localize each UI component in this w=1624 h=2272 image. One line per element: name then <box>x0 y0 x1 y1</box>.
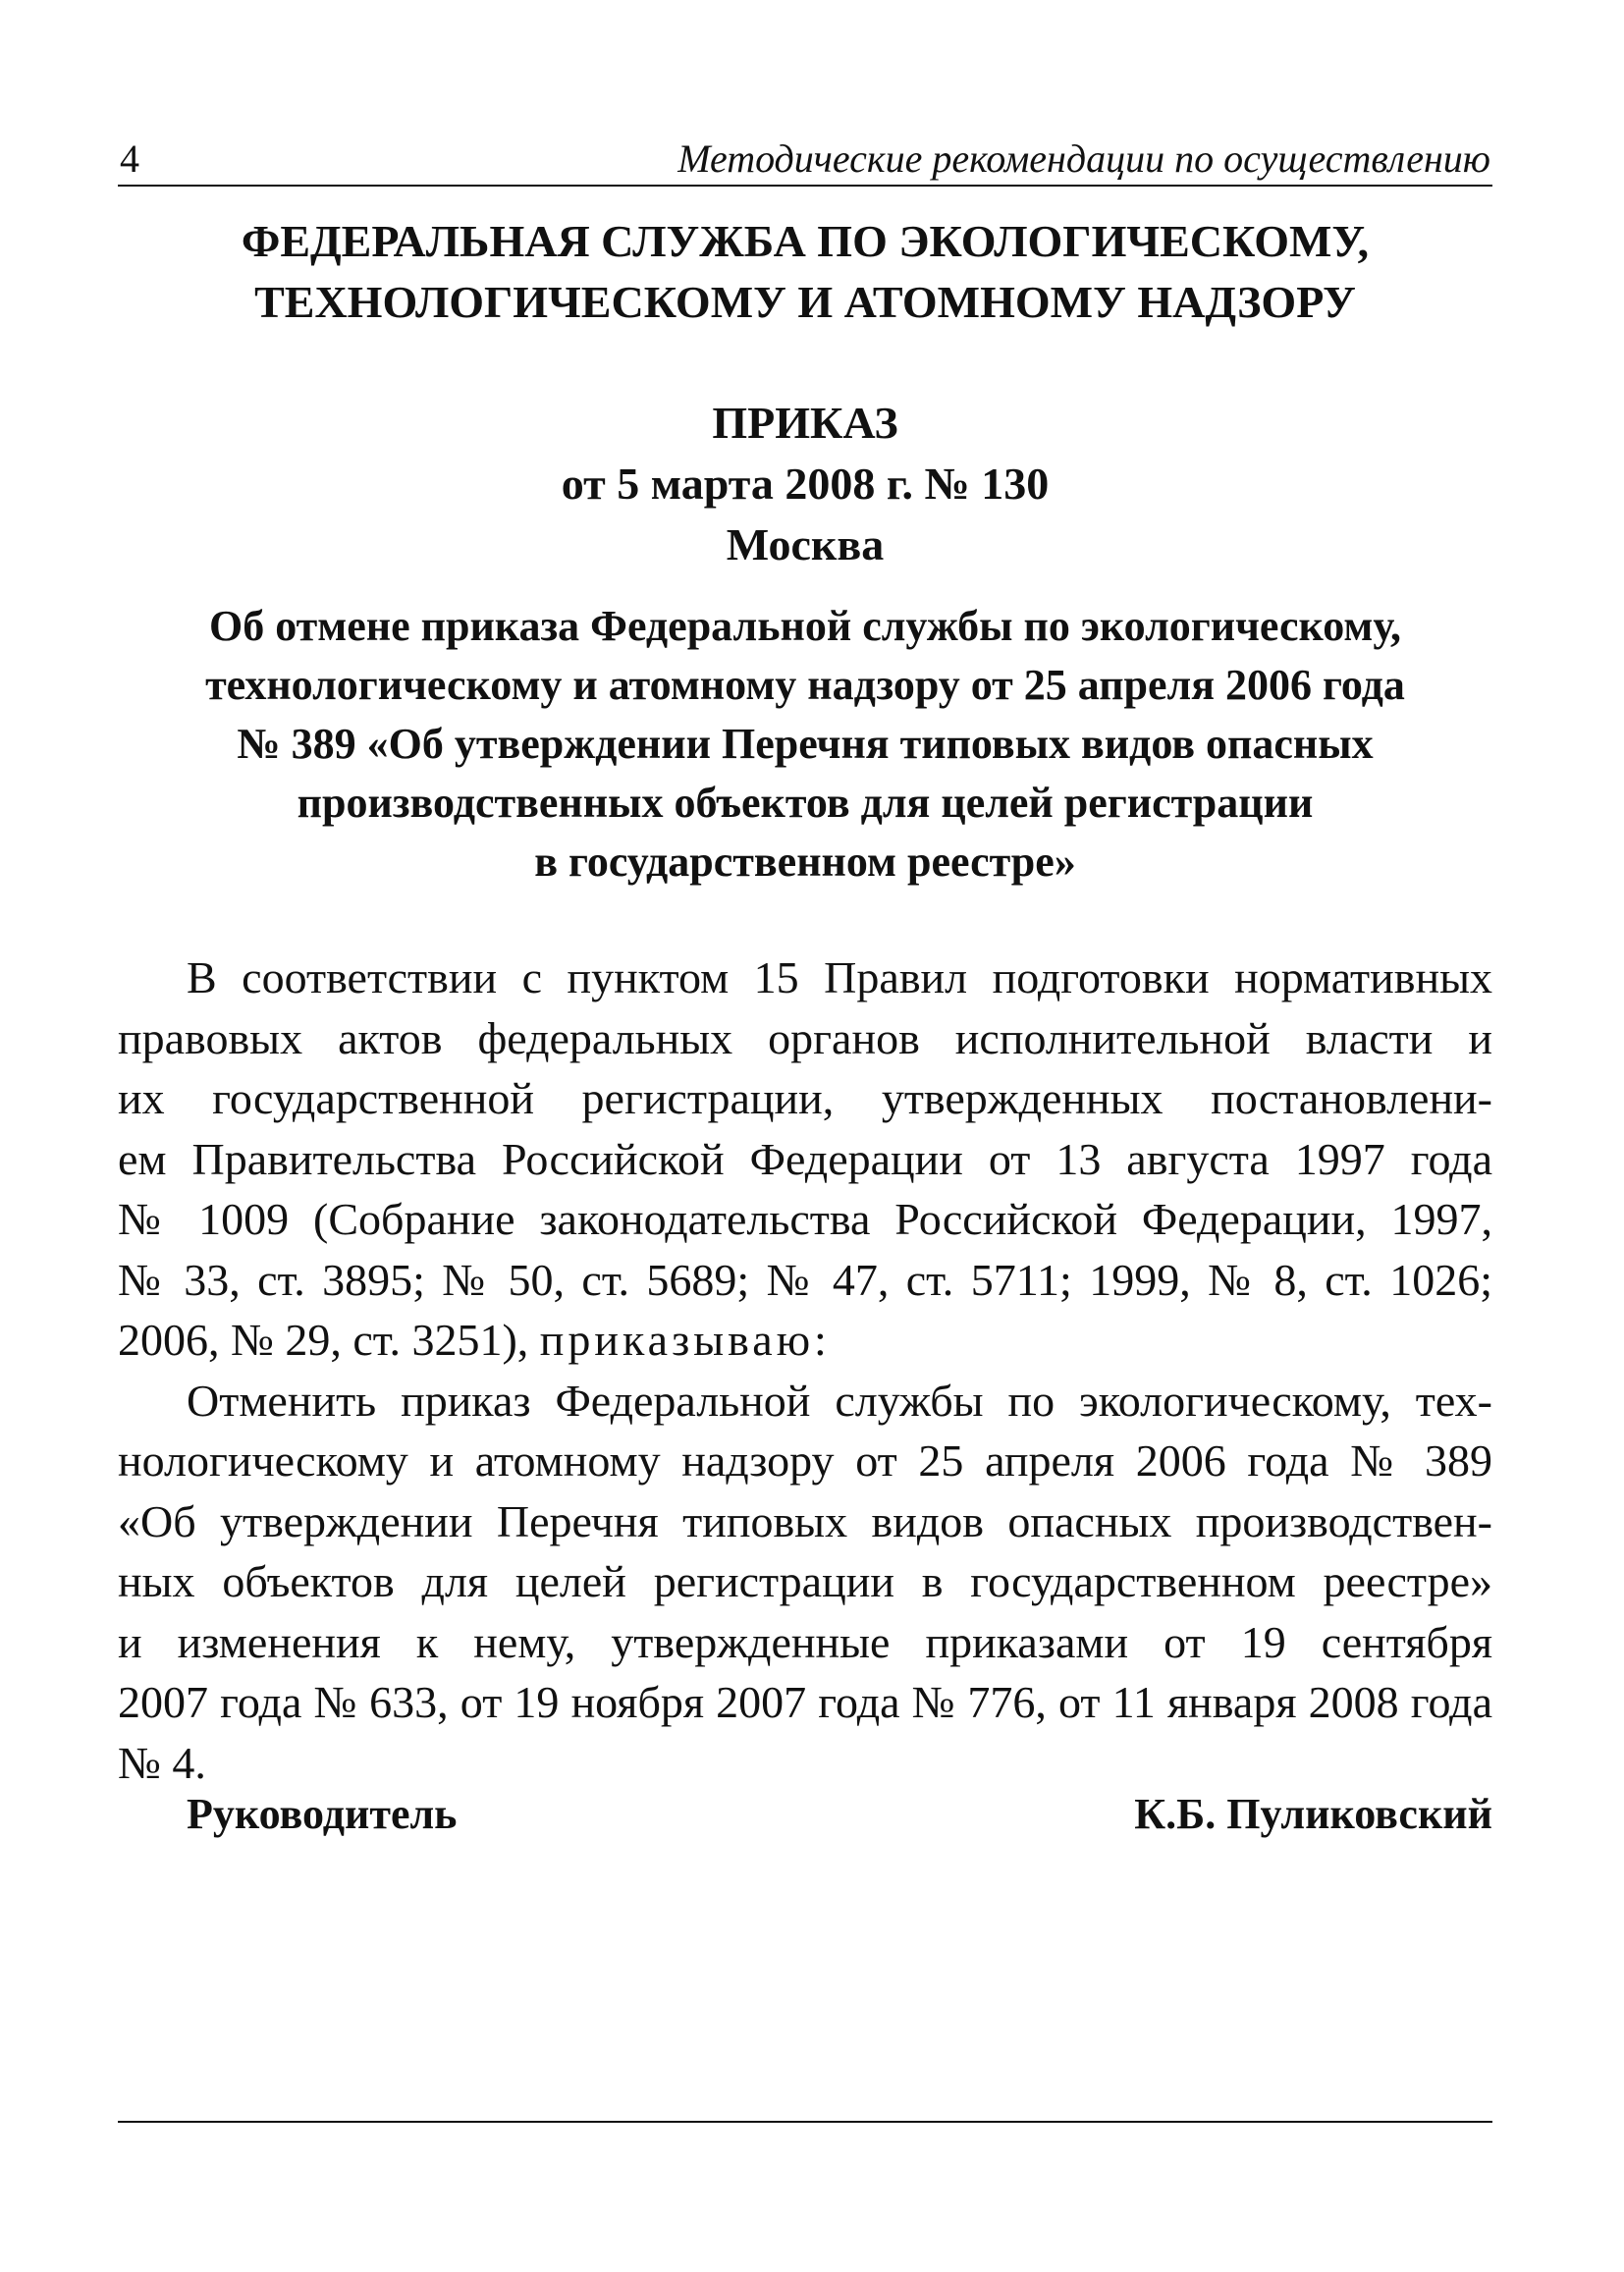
preamble-paragraph <box>118 947 1492 1371</box>
text-line: правовых актов федеральных органов исполнительной власти и <box>118 1012 1492 1063</box>
order-body <box>118 947 1492 1793</box>
order-type: ПРИКАЗ <box>712 398 898 448</box>
order-subject-line: № 389 «Об утверждении Перечня типовых видов опасных <box>237 720 1374 768</box>
order-subject-line: производственных объектов для целей регистрации <box>297 779 1314 827</box>
running-title: Методические рекомендации по осуществлению <box>677 136 1490 181</box>
text-line: В соответствии с пунктом 15 Правил подготовки нормативных <box>187 952 1492 1002</box>
text-line: и изменения к нему, утвержденные приказами от 19 сентября <box>118 1616 1492 1667</box>
text-line: Отменить приказ Федеральной службы по экологическому, тех- <box>187 1375 1492 1426</box>
page-header <box>118 135 1492 187</box>
text-line: ных объектов для целей регистрации в государственном реестре» <box>118 1556 1492 1606</box>
order-subject-line: Об отмене приказа Федеральной службы по экологическому, <box>208 602 1402 650</box>
operative-paragraph <box>118 1371 1492 1794</box>
text-line: «Об утверждении Перечня типовых видов опасных производствен- <box>118 1495 1492 1546</box>
text-line: № 1009 (Собрание законодательства Российской Федерации, 1997, <box>118 1194 1492 1244</box>
text-line <box>118 1310 1492 1371</box>
footer-divider <box>118 2121 1492 2123</box>
text-line: 2007 года № 633, от 19 ноября 2007 года № 776, от 11 января 2008 года <box>118 1677 1492 1727</box>
signature-name: К.Б. Пуликовский <box>1134 1790 1492 1838</box>
page-number: 4 <box>120 136 139 181</box>
text-line: ем Правительства Российской Федерации от 13 августа 1997 года <box>118 1133 1492 1184</box>
text-line: № 33, ст. 3895; № 50, ст. 5689; № 47, ст. 5711; 1999, № 8, ст. 1026; <box>118 1254 1492 1305</box>
agency-name-line: ТЕХНОЛОГИЧЕСКОМУ И АТОМНОМУ НАДЗОРУ <box>254 277 1356 327</box>
order-subject-line: технологическому и атомному надзору от 25 апреля 2006 года <box>205 661 1405 709</box>
signature-role: Руководитель <box>187 1790 458 1838</box>
text-line: их государственной регистрации, утвержденных постановлени- <box>118 1073 1492 1123</box>
order-heading <box>118 393 1492 575</box>
order-subject-line: в государственном реестре» <box>534 838 1076 886</box>
text-line: № 4. <box>118 1737 206 1788</box>
text-line: нологическому и атомному надзору от 25 апреля 2006 года № 389 <box>118 1435 1492 1486</box>
agency-name <box>118 211 1492 333</box>
agency-name-line: ФЕДЕРАЛЬНАЯ СЛУЖБА ПО ЭКОЛОГИЧЕСКОМУ, <box>241 216 1370 266</box>
order-date-number: от 5 марта 2008 г. № 130 <box>561 459 1050 509</box>
order-city: Москва <box>726 519 885 569</box>
text-line-start: 2006, № 29, ст. 3251), <box>118 1315 529 1365</box>
order-subject <box>118 597 1492 892</box>
order-directive: приказываю: <box>539 1315 831 1365</box>
